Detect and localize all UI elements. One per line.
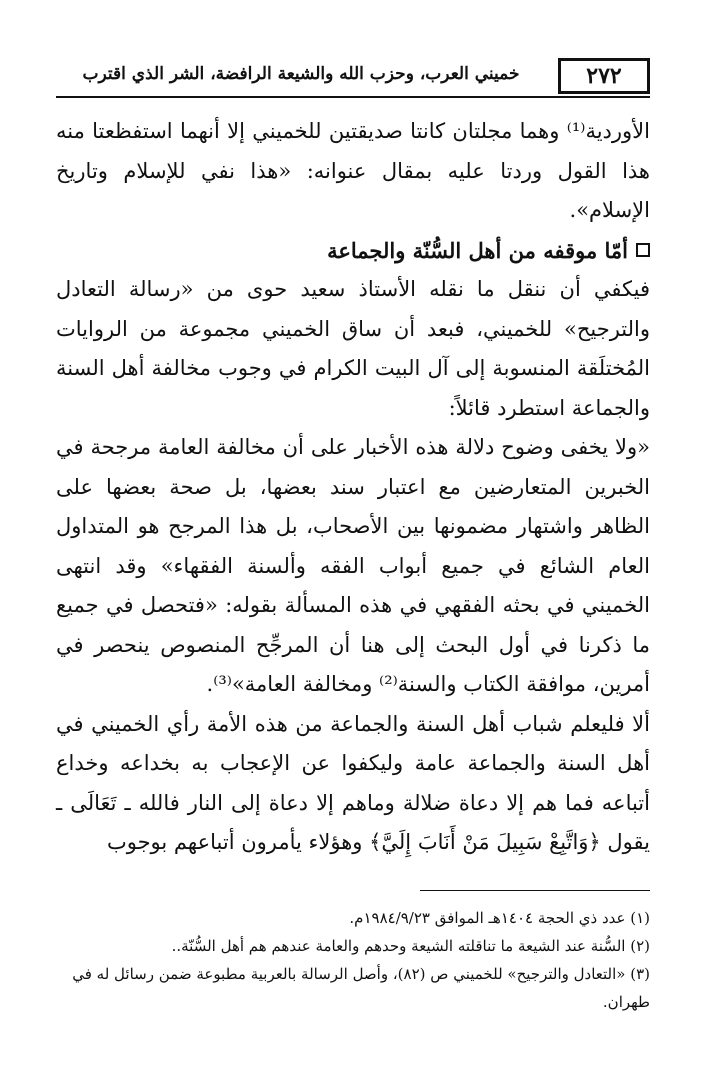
header-rule (56, 96, 650, 98)
footnote-3: (٣) «التعادل والترجيح» للخميني ص (٨٢)، وأصل الرسالة بالعربية مطبوعة ضمن رسائل له في طهران. (72, 965, 650, 1011)
section-heading-text: أمّا موقفه من أهل السُّنّة والجماعة (327, 237, 628, 263)
footnote-1: (١) عدد ذي الحجة ١٤٠٤هـ الموافق ١٩٨٤/٩/٢٣م. (349, 909, 650, 927)
square-bullet-icon (636, 243, 650, 257)
section-heading (56, 231, 650, 271)
running-title: خميني العرب، وحزب الله والشيعة الرافضة، الشر الذي اقترب (82, 64, 520, 84)
paragraph-2: فيكفي أن ننقل ما نقله الأستاذ سعيد حوى من «رسالة التعادل والترجيح» للخميني، فبعد أن ساق الخميني مجموعة من الروايات المُختلَقة المنسوبة إلى آل البيت الكرام في وجوب مخالفة أهل السنة والجماعة استطرد قائلاً: (56, 277, 650, 420)
paragraph-4: ألا فليعلم شباب أهل السنة والجماعة من هذه الأمة رأي الخميني في أهل السنة والجماعة عامة وليكفوا عن الإعجاب به بخداعه وخداع أتباعه فما هم إلا دعاة ضلالة وماهم إلا دعاة إلى النار فالله ـ تَعَالَى ـ يقول ﴿وَاتَّبِعْ سَبِيلَ مَنْ أَنَابَ إِلَيَّ﴾ وهؤلاء يأمرون أتباعهم بوجوب (56, 711, 650, 854)
paragraph-3: «ولا يخفى وضوح دلالة هذه الأخبار على أن مخالفة العامة مرجحة في الخبرين المتعارضين مع اعتبار سند بعضها، بل صحة بعضها على الظاهر واشتهار مضمونها بين الأصحاب، بل هذا المرجح هو المتداول العام الشائع في جميع أبواب الفقه وألسنة الفقهاء» وقد انتهى الخميني في بحثه الفقهي في هذه المسألة بقوله: «فتحصل في جميع ما ذكرنا في أول البحث إلى هنا أن المرجِّح المنصوص ينحصر في أمرين، موافقة الكتاب والسنة⁽²⁾ ومخالفة العامة»⁽³⁾. (56, 435, 650, 696)
page-number: ٢٧٢ (558, 58, 650, 94)
main-text (56, 112, 650, 863)
footnote-divider (420, 890, 650, 891)
footnotes (56, 904, 650, 1016)
paragraph-1: الأوردية⁽¹⁾ وهما مجلتان كانتا صديقتين للخميني إلا أنهما استفظعتا منه هذا القول وردتا عليه بمقال عنوانه: «هذا نفي للإسلام وتاريخ الإسلام». (56, 119, 650, 222)
page-header (56, 58, 650, 104)
footnote-2: (٢) السُّنة عند الشيعة ما تناقلته الشيعة وحدهم والعامة عندهم هم أهل السُّنّة.. (171, 937, 650, 955)
